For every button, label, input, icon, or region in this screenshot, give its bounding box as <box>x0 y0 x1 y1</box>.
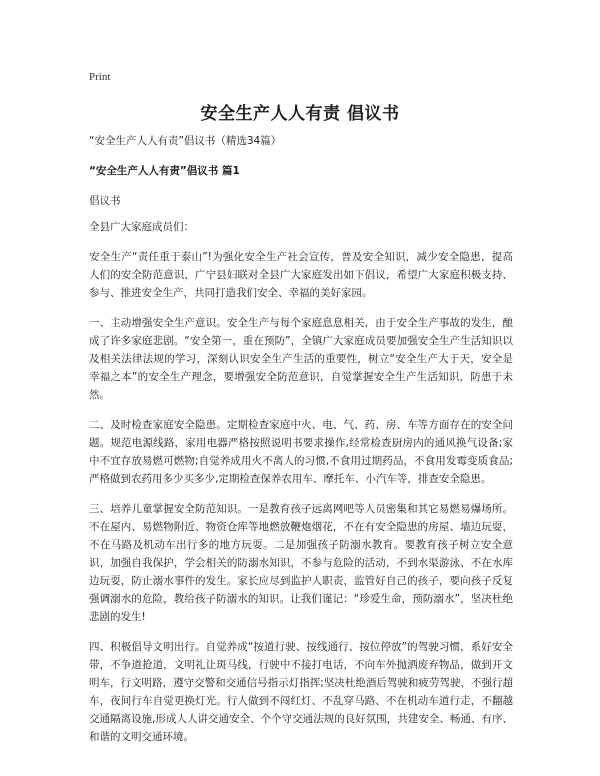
paragraph-2: 二、及时检查家庭安全隐患。定期检查家庭中火、电、气、药、房、车等方面存在的安全问题。规范电源线路，家用电器严格按照说明书要求操作,经常检查厨房内的通风换气设备;家中不宜存放易燃可燃物;自觉养成用火不离人的习惯,不食用过期药品，不食用发霉变质食品;严格做到农药用多少买多少,定期检查保养农用车、摩托车、小汽车等，排查安全隐患。 <box>89 419 513 485</box>
document-subtitle: “安全生产人人有责”倡议书（精选34篇） <box>89 135 282 147</box>
paragraph-1: 一、主动增强安全生产意识。安全生产与每个家庭息息相关，由于安全生产事故的发生，酿成了许多家庭悲剧。“安全第一，重在预防”，全镇广大家庭成员要加强安全生产生活知识以及相关法律法规的学习，深刻认识安全生产生活的重要性，树立“安全生产大于天，安全是幸福之本”的安全生产理念，要增强安全防范意识，自觉掌握安全生产生活知识，防患于未然。 <box>89 317 513 401</box>
paragraph-intro: 安全生产“责任重于泰山”!为强化安全生产社会宣传，普及安全知识，减少安全隐患，提高人们的安全防范意识，广宁县妇联对全县广大家庭发出如下倡议，希望广大家庭积极支持、参与、推进安全生产，共同打造我们安全、幸福的美好家园。 <box>89 251 513 299</box>
paragraph-4: 四、积极倡导文明出行。自觉养成“按道行驶、按线通行、按位停放”的驾驶习惯，系好安全带，不争道抢道，文明礼让斑马线，行驶中不接打电话，不向车外抛洒废弃物品，做到开文明车，行文明路，遵守交警和交通信号指示灯指挥;坚决杜绝酒后驾驶和疲劳驾驶，不强行超车，夜间行车自觉更换灯光。行人做到不闯红灯、不乱穿马路、不在机动车道行走，不翻越交通隔离设施,形成人人讲交通安全、个个守交通法规的良好氛围，共建安全、畅通、有序、和谐的文明交通环境。 <box>89 641 513 743</box>
section-title: “安全生产人人有责”倡议书 篇1 <box>89 165 240 177</box>
print-link[interactable]: Print <box>89 71 111 83</box>
document-title: 安全生产人人有责 倡议书 <box>200 104 400 124</box>
document-body <box>89 132 513 758</box>
letter-greeting: 全县广大家庭成员们： <box>89 221 194 233</box>
paragraph-3: 三、培养儿童掌握安全防范知识。一是教育孩子远离网吧等人员密集和其它易燃易爆场所。不在屋内、易燃物附近、物资仓库等地燃放鞭炮烟花，不在有安全隐患的房屋、墙边玩耍，不在马路及机动车出行多的地方玩耍。二是加强孩子防溺水教育。要教育孩子树立安全意识，加强自我保护，学会相关的防溺水知识，不参与危险的活动，不到水渠游泳、不在水库边玩耍，防止溺水事件的发生。家长应尽到监护人职责，监管好自己的孩子，要向孩子反复强调溺水的危险，教给孩子防溺水的知识。让我们谨记：“珍爱生命，预防溺水”，坚决杜绝悲剧的发生! <box>89 503 513 623</box>
letter-heading: 倡议书 <box>89 195 121 207</box>
